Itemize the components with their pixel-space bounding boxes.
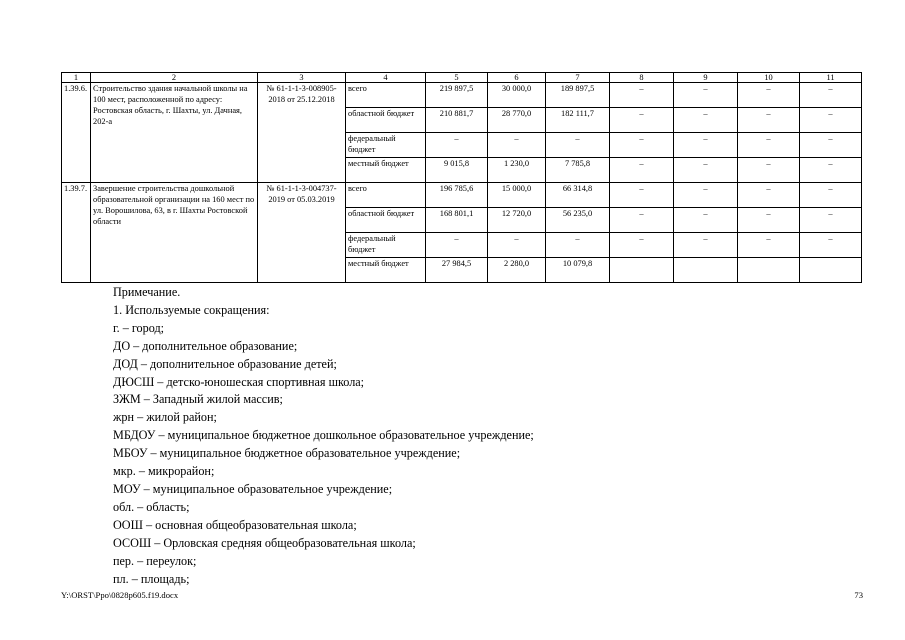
col-header: 7 xyxy=(546,73,610,83)
footer-file-path: Y:\ORST\Ppo\0828p605.f19.docx xyxy=(61,590,179,600)
column-number-row xyxy=(62,73,862,83)
amount-cell: 10 079,8 xyxy=(546,258,610,283)
amount-cell: – xyxy=(800,233,862,258)
abbreviation-item: ДЮСШ – детско-юношеская спортивная школа; xyxy=(113,374,365,389)
amount-cell: – xyxy=(546,233,610,258)
col-header: 5 xyxy=(426,73,488,83)
amount-cell: – xyxy=(488,233,546,258)
amount-cell: – xyxy=(738,158,800,183)
abbreviation-item: мкр. – микрорайон; xyxy=(113,464,215,479)
amount-cell: 196 785,6 xyxy=(426,183,488,208)
amount-cell: 15 000,0 xyxy=(488,183,546,208)
object-name: Строительство здания начальной школы на 100 мест, расположенной по адресу: Ростовская область, г. Шахты, ул. Дачная, 202-а xyxy=(91,83,258,183)
object-name: Завершение строительства дошкольной образовательной организации на 160 мест по ул. Ворошилова, 63, в г. Шахты Ростовской области xyxy=(91,183,258,283)
abbreviation-item: жрн – жилой район; xyxy=(113,410,217,425)
col-header: 4 xyxy=(346,73,426,83)
item-number: 1.39.7. xyxy=(62,183,91,283)
funding-source: областной бюджет xyxy=(346,108,426,133)
notes-section xyxy=(113,284,873,588)
amount-cell: – xyxy=(738,83,800,108)
amount-cell: – xyxy=(488,133,546,158)
funding-source: областной бюджет xyxy=(346,208,426,233)
amount-cell: – xyxy=(800,133,862,158)
funding-source: всего xyxy=(346,183,426,208)
amount-cell: – xyxy=(738,208,800,233)
amount-cell xyxy=(674,258,738,283)
col-header: 6 xyxy=(488,73,546,83)
notes-subtitle: 1. Используемые сокращения: xyxy=(113,302,270,317)
funding-source: местный бюджет xyxy=(346,258,426,283)
amount-cell xyxy=(800,258,862,283)
amount-cell: – xyxy=(426,233,488,258)
amount-cell: – xyxy=(800,208,862,233)
col-header: 11 xyxy=(800,73,862,83)
table-row xyxy=(62,83,862,108)
col-header: 3 xyxy=(258,73,346,83)
amount-cell: – xyxy=(610,108,674,133)
amount-cell: – xyxy=(610,233,674,258)
funding-source: местный бюджет xyxy=(346,158,426,183)
amount-cell: – xyxy=(610,183,674,208)
amount-cell: – xyxy=(674,208,738,233)
col-header: 10 xyxy=(738,73,800,83)
amount-cell: 28 770,0 xyxy=(488,108,546,133)
amount-cell: – xyxy=(426,133,488,158)
col-header: 1 xyxy=(62,73,91,83)
amount-cell: 30 000,0 xyxy=(488,83,546,108)
abbreviation-item: ЗЖМ – Западный жилой массив; xyxy=(113,392,283,407)
amount-cell: – xyxy=(610,158,674,183)
amount-cell xyxy=(610,258,674,283)
amount-cell: – xyxy=(674,83,738,108)
amount-cell: 1 230,0 xyxy=(488,158,546,183)
col-header: 8 xyxy=(610,73,674,83)
amount-cell: – xyxy=(674,158,738,183)
amount-cell: 168 801,1 xyxy=(426,208,488,233)
budget-table xyxy=(61,72,862,283)
amount-cell: – xyxy=(738,133,800,158)
amount-cell xyxy=(738,258,800,283)
amount-cell: – xyxy=(800,83,862,108)
amount-cell: – xyxy=(546,133,610,158)
abbreviation-item: ДО – дополнительное образование; xyxy=(113,338,298,353)
amount-cell: 56 235,0 xyxy=(546,208,610,233)
amount-cell: – xyxy=(800,108,862,133)
table-body xyxy=(62,73,862,283)
page-number: 73 xyxy=(854,590,863,600)
amount-cell: 12 720,0 xyxy=(488,208,546,233)
amount-cell: 2 280,0 xyxy=(488,258,546,283)
amount-cell: – xyxy=(610,208,674,233)
abbreviation-item: ООШ – основная общеобразовательная школа; xyxy=(113,517,357,532)
abbreviation-item: пер. – переулок; xyxy=(113,553,197,568)
amount-cell: 182 111,7 xyxy=(546,108,610,133)
funding-source: федеральный бюджет xyxy=(346,233,426,258)
abbreviation-item: ДОД – дополнительное образование детей; xyxy=(113,356,337,371)
amount-cell: – xyxy=(738,108,800,133)
col-header: 9 xyxy=(674,73,738,83)
abbreviation-item: МБДОУ – муниципальное бюджетное дошкольное образовательное учреждение; xyxy=(113,428,534,443)
amount-cell: – xyxy=(800,183,862,208)
amount-cell: – xyxy=(674,108,738,133)
amount-cell: – xyxy=(674,233,738,258)
abbreviation-item: обл. – область; xyxy=(113,499,190,514)
notes-title: Примечание. xyxy=(113,285,181,299)
abbreviation-item: г. – город; xyxy=(113,320,165,335)
abbreviation-list xyxy=(113,320,873,589)
abbreviation-item: пл. – площадь; xyxy=(113,571,190,586)
abbreviation-item: МБОУ – муниципальное бюджетное образовательное учреждение; xyxy=(113,446,461,461)
abbreviation-item: МОУ – муниципальное образовательное учреждение; xyxy=(113,481,393,496)
amount-cell: 219 897,5 xyxy=(426,83,488,108)
funding-source: всего xyxy=(346,83,426,108)
col-header: 2 xyxy=(91,73,258,83)
expertise-conclusion: № 61-1-1-3-008905-2018 от 25.12.2018 xyxy=(258,83,346,183)
amount-cell: 189 897,5 xyxy=(546,83,610,108)
abbreviation-item: ОСОШ – Орловская средняя общеобразовательная школа; xyxy=(113,535,416,550)
amount-cell: 210 881,7 xyxy=(426,108,488,133)
amount-cell: – xyxy=(674,183,738,208)
amount-cell: 27 984,5 xyxy=(426,258,488,283)
amount-cell: – xyxy=(610,83,674,108)
amount-cell: 9 015,8 xyxy=(426,158,488,183)
amount-cell: – xyxy=(610,133,674,158)
table-row xyxy=(62,183,862,208)
amount-cell: 7 785,8 xyxy=(546,158,610,183)
amount-cell: – xyxy=(800,158,862,183)
amount-cell: 66 314,8 xyxy=(546,183,610,208)
amount-cell: – xyxy=(738,183,800,208)
expertise-conclusion: № 61-1-1-3-004737-2019 от 05.03.2019 xyxy=(258,183,346,283)
amount-cell: – xyxy=(738,233,800,258)
item-number: 1.39.6. xyxy=(62,83,91,183)
funding-source: федеральный бюджет xyxy=(346,133,426,158)
amount-cell: – xyxy=(674,133,738,158)
